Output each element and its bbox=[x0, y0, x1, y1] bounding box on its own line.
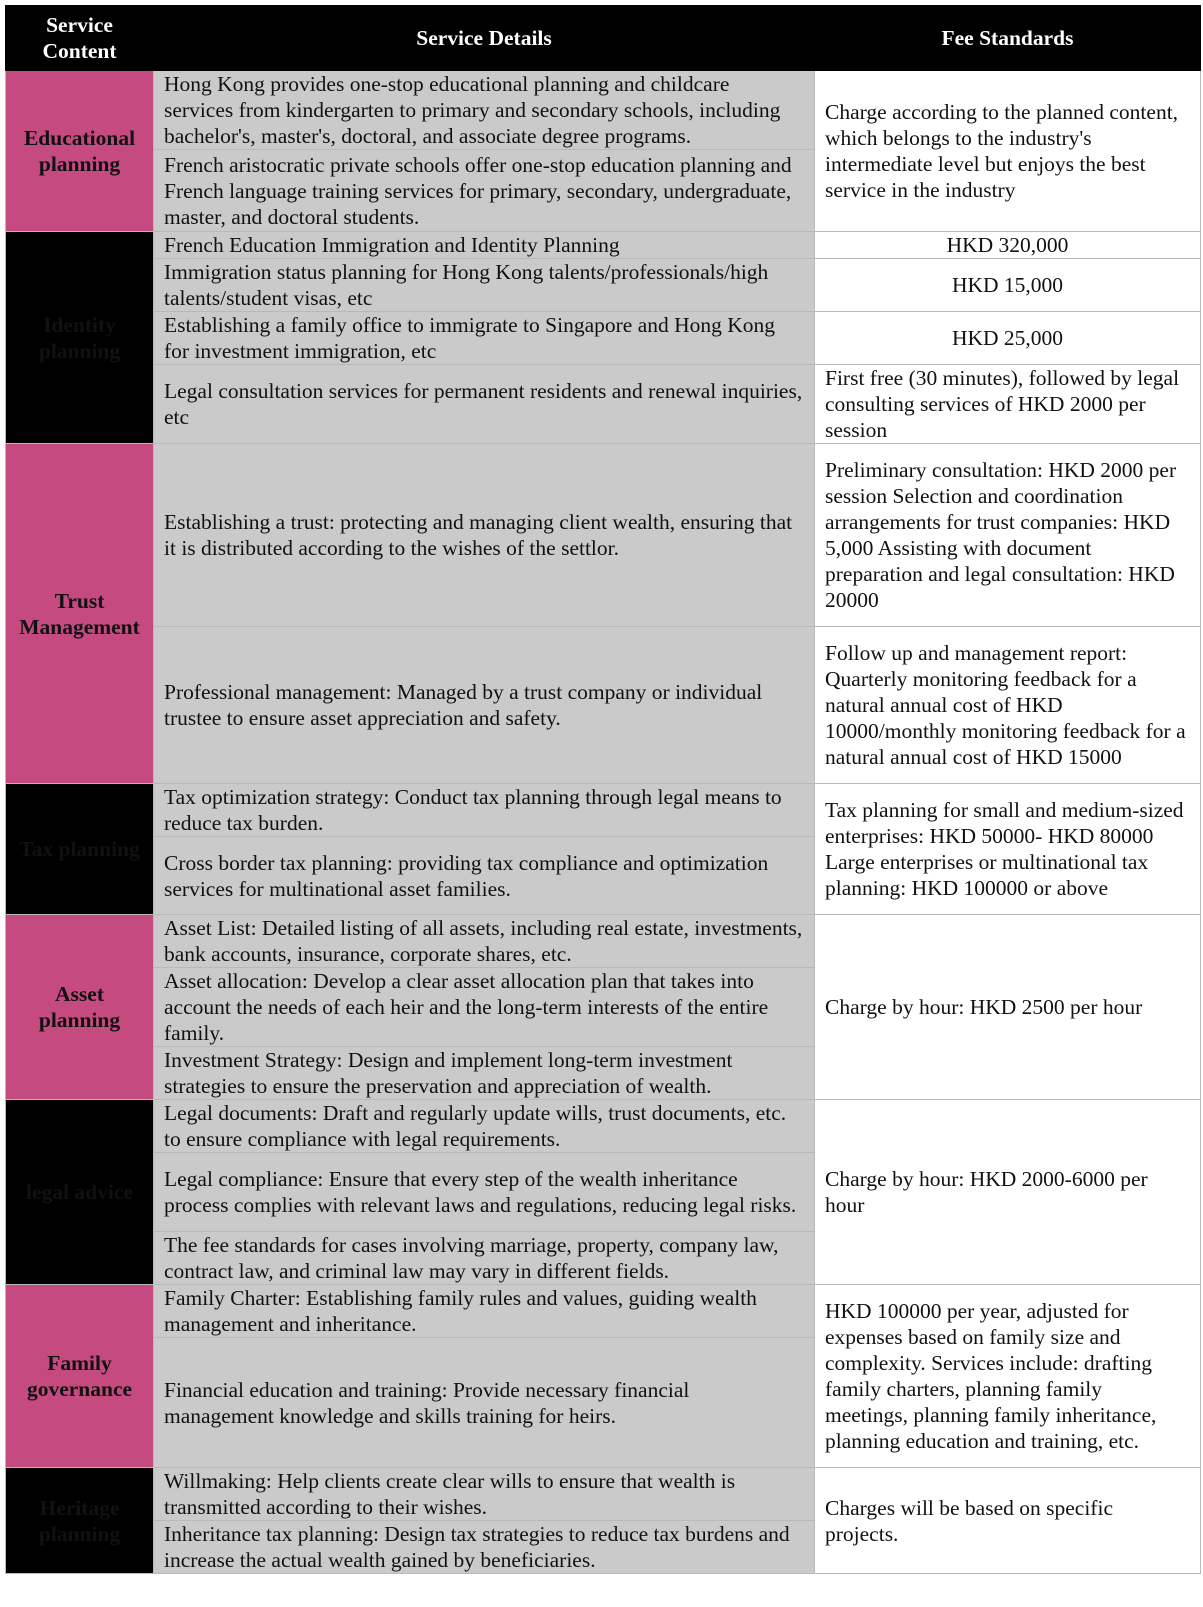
fee-standard: Charge by hour: HKD 2000-6000 per hour bbox=[815, 1100, 1201, 1285]
service-detail: Tax optimization strategy: Conduct tax planning through legal means to reduce tax burden. bbox=[154, 784, 815, 837]
service-detail: Legal compliance: Ensure that every step of the wealth inheritance process complies with relevant laws and regulations, reducing legal risks. bbox=[154, 1153, 815, 1232]
fee-standard: Follow up and management report: Quarterly monitoring feedback for a natural annual cost of HKD 10000/monthly monitoring feedback for a natural annual cost of HKD 15000 bbox=[815, 627, 1201, 784]
fee-standard: Charges will be based on specific projects. bbox=[815, 1468, 1201, 1574]
table-row bbox=[6, 627, 1201, 784]
service-detail: Professional management: Managed by a trust company or individual trustee to ensure asset appreciation and safety. bbox=[154, 627, 815, 784]
category-tax-planning: Tax planning bbox=[6, 784, 154, 915]
category-family-governance: Family governance bbox=[6, 1285, 154, 1468]
service-detail: Establishing a family office to immigrate to Singapore and Hong Kong for investment immigration, etc bbox=[154, 312, 815, 365]
table-row bbox=[6, 1100, 1201, 1153]
service-detail: Inheritance tax planning: Design tax strategies to reduce tax burdens and increase the actual wealth gained by beneficiaries. bbox=[154, 1521, 815, 1574]
category-identity-planning: Identity planning bbox=[6, 232, 154, 444]
table-row bbox=[6, 1468, 1201, 1521]
fee-standards-table bbox=[5, 5, 1201, 1574]
service-detail: Investment Strategy: Design and implement long-term investment strategies to ensure the preservation and appreciation of wealth. bbox=[154, 1047, 815, 1100]
fee-standard: Tax planning for small and medium-sized enterprises: HKD 50000- HKD 80000 Large enterprises or multinational tax planning: HKD 100000 or above bbox=[815, 784, 1201, 915]
header-service-details: Service Details bbox=[154, 6, 815, 71]
category-heritage-planning: Heritage planning bbox=[6, 1468, 154, 1574]
header-service-content: Service Content bbox=[6, 6, 154, 71]
category-trust-management: Trust Management bbox=[6, 444, 154, 784]
service-detail: The fee standards for cases involving marriage, property, company law, contract law, and criminal law may vary in different fields. bbox=[154, 1232, 815, 1285]
service-detail: Willmaking: Help clients create clear wills to ensure that wealth is transmitted according to their wishes. bbox=[154, 1468, 815, 1521]
table-row bbox=[6, 259, 1201, 312]
table-row bbox=[6, 1285, 1201, 1338]
table-row bbox=[6, 232, 1201, 259]
table-row bbox=[6, 71, 1201, 150]
fee-standard: HKD 100000 per year, adjusted for expenses based on family size and complexity. Services include: drafting family charters, planning family meetings, planning family inheritance, planning education and training, etc. bbox=[815, 1285, 1201, 1468]
table-row bbox=[6, 915, 1201, 968]
service-detail: French aristocratic private schools offer one-stop education planning and French language training services for primary, secondary, undergraduate, master, and doctoral students. bbox=[154, 150, 815, 232]
service-detail: Family Charter: Establishing family rules and values, guiding wealth management and inheritance. bbox=[154, 1285, 815, 1338]
service-detail: Asset allocation: Develop a clear asset allocation plan that takes into account the needs of each heir and the long-term interests of the entire family. bbox=[154, 968, 815, 1047]
category-legal-advice: legal advice bbox=[6, 1100, 154, 1285]
fee-standard: HKD 25,000 bbox=[815, 312, 1201, 365]
header-row bbox=[6, 6, 1201, 71]
fee-standard: First free (30 minutes), followed by legal consulting services of HKD 2000 per session bbox=[815, 365, 1201, 444]
service-detail: Asset List: Detailed listing of all assets, including real estate, investments, bank accounts, insurance, corporate shares, etc. bbox=[154, 915, 815, 968]
category-asset-planning: Asset planning bbox=[6, 915, 154, 1100]
fee-standard: Preliminary consultation: HKD 2000 per session Selection and coordination arrangements for trust companies: HKD 5,000 Assisting with document preparation and legal consultation: HKD 20000 bbox=[815, 444, 1201, 627]
fee-standard: Charge by hour: HKD 2500 per hour bbox=[815, 915, 1201, 1100]
header-fee-standards: Fee Standards bbox=[815, 6, 1201, 71]
table-row bbox=[6, 365, 1201, 444]
fee-standard: Charge according to the planned content, which belongs to the industry's intermediate level but enjoys the best service in the industry bbox=[815, 71, 1201, 232]
service-detail: Financial education and training: Provide necessary financial management knowledge and skills training for heirs. bbox=[154, 1338, 815, 1468]
table-row bbox=[6, 312, 1201, 365]
table-row bbox=[6, 444, 1201, 627]
service-detail: Legal consultation services for permanent residents and renewal inquiries, etc bbox=[154, 365, 815, 444]
service-detail: Cross border tax planning: providing tax compliance and optimization services for multinational asset families. bbox=[154, 837, 815, 915]
service-detail: Legal documents: Draft and regularly update wills, trust documents, etc. to ensure compliance with legal requirements. bbox=[154, 1100, 815, 1153]
service-detail: Establishing a trust: protecting and managing client wealth, ensuring that it is distributed according to the wishes of the settlor. bbox=[154, 444, 815, 627]
service-detail: Immigration status planning for Hong Kong talents/professionals/high talents/student visas, etc bbox=[154, 259, 815, 312]
service-detail: Hong Kong provides one-stop educational planning and childcare services from kindergarten to primary and secondary schools, including bachelor's, master's, doctoral, and associate degree programs. bbox=[154, 71, 815, 150]
service-detail: French Education Immigration and Identity Planning bbox=[154, 232, 815, 259]
table-row bbox=[6, 784, 1201, 837]
category-educational-planning: Educational planning bbox=[6, 71, 154, 232]
fee-standard: HKD 15,000 bbox=[815, 259, 1201, 312]
fee-standard: HKD 320,000 bbox=[815, 232, 1201, 259]
